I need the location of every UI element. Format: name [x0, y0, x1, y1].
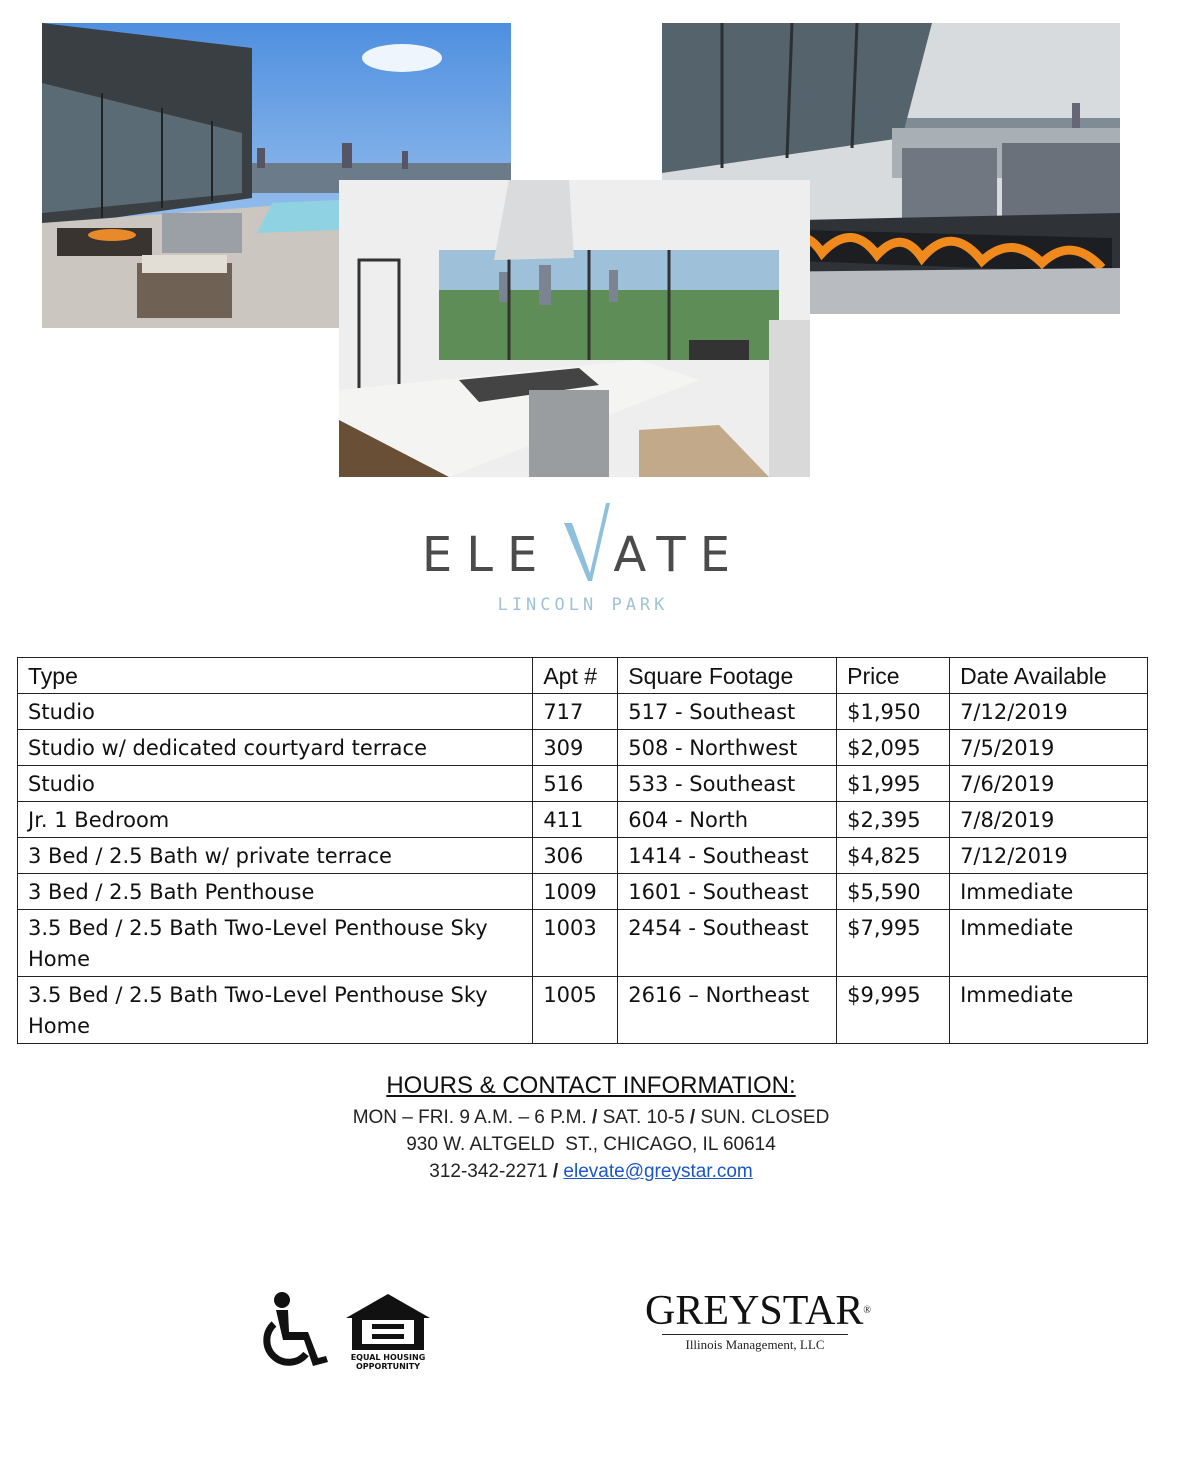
- hours-line: [0, 1104, 1182, 1131]
- contact-heading: HOURS & CONTACT INFORMATION:: [386, 1072, 796, 1099]
- cell-date: Immediate: [950, 874, 1148, 910]
- cell-type: 3.5 Bed / 2.5 Bath Two-Level Penthouse Sky Home: [18, 910, 533, 977]
- listings-table: [17, 657, 1148, 1044]
- separator: /: [592, 1107, 598, 1128]
- logo-subtitle: LINCOLN PARK: [497, 595, 669, 615]
- separator: /: [689, 1107, 696, 1128]
- table-row: [18, 910, 1148, 977]
- cell-sqft: 1601 - Southeast: [618, 874, 837, 910]
- elevate-logo: [357, 495, 809, 645]
- cell-price: $1,995: [837, 766, 950, 802]
- header-sqft: Square Footage: [618, 658, 837, 694]
- cell-price: $9,995: [837, 977, 950, 1044]
- table-row: [18, 730, 1148, 766]
- greystar-subtitle: Illinois Management, LLC: [662, 1334, 848, 1353]
- table-row: [18, 838, 1148, 874]
- cell-sqft: 604 - North: [618, 802, 837, 838]
- contact-section: [0, 1072, 1182, 1185]
- cell-date: 7/12/2019: [950, 694, 1148, 730]
- cell-price: $5,590: [837, 874, 950, 910]
- cell-apt: 306: [533, 838, 618, 874]
- greystar-logo: [645, 1288, 871, 1368]
- cell-apt: 1009: [533, 874, 618, 910]
- cell-type: 3 Bed / 2.5 Bath Penthouse: [18, 874, 533, 910]
- address-line: 930 W. ALTGELD ST., CHICAGO, IL 60614: [406, 1134, 776, 1155]
- cell-type: Jr. 1 Bedroom: [18, 802, 533, 838]
- table-row: [18, 874, 1148, 910]
- cell-sqft: 508 - Northwest: [618, 730, 837, 766]
- header-type: Type: [18, 658, 533, 694]
- eho-line-1: EQUAL HOUSING: [350, 1353, 426, 1362]
- cell-price: $2,095: [837, 730, 950, 766]
- cell-type: Studio w/ dedicated courtyard terrace: [18, 730, 533, 766]
- cell-date: 7/5/2019: [950, 730, 1148, 766]
- hours-weekday: MON – FRI. 9 A.M. – 6 P.M.: [352, 1107, 587, 1128]
- cell-sqft: 2454 - Southeast: [618, 910, 837, 977]
- cell-price: $7,995: [837, 910, 950, 977]
- eho-line-2: OPPORTUNITY: [355, 1362, 421, 1371]
- header-apt: Apt #: [533, 658, 618, 694]
- cell-price: $2,395: [837, 802, 950, 838]
- cell-sqft: 517 - Southeast: [618, 694, 837, 730]
- hours-saturday: SAT. 10-5: [602, 1107, 685, 1128]
- cell-date: 7/12/2019: [950, 838, 1148, 874]
- table-header-row: [18, 658, 1148, 694]
- cell-apt: 516: [533, 766, 618, 802]
- phone-number: 312-342-2271: [429, 1161, 548, 1182]
- logo-text-right: ATE: [613, 527, 745, 583]
- kitchen-photo: [339, 180, 810, 477]
- email-link[interactable]: elevate@greystar.com: [563, 1161, 753, 1182]
- header-date: Date Available: [950, 658, 1148, 694]
- cell-price: $1,950: [837, 694, 950, 730]
- cell-date: 7/6/2019: [950, 766, 1148, 802]
- cell-apt: 717: [533, 694, 618, 730]
- separator: /: [552, 1161, 559, 1182]
- greystar-name: GREYSTAR: [645, 1288, 864, 1334]
- header-price: Price: [837, 658, 950, 694]
- cell-type: Studio: [18, 694, 533, 730]
- cell-sqft: 533 - Southeast: [618, 766, 837, 802]
- cell-type: 3 Bed / 2.5 Bath w/ private terrace: [18, 838, 533, 874]
- cell-sqft: 2616 – Northeast: [618, 977, 837, 1044]
- equal-housing-icon: [346, 1294, 430, 1350]
- logo-text-left: ELE: [421, 527, 552, 583]
- cell-apt: 1003: [533, 910, 618, 977]
- hours-sunday: SUN. CLOSED: [700, 1107, 830, 1128]
- wheelchair-icon: [267, 1292, 328, 1366]
- cell-type: Studio: [18, 766, 533, 802]
- cell-price: $4,825: [837, 838, 950, 874]
- table-row: [18, 766, 1148, 802]
- cell-apt: 309: [533, 730, 618, 766]
- cell-apt: 411: [533, 802, 618, 838]
- table-row: [18, 802, 1148, 838]
- cell-type: 3.5 Bed / 2.5 Bath Two-Level Penthouse Sky Home: [18, 977, 533, 1044]
- table-row: [18, 977, 1148, 1044]
- cell-date: Immediate: [950, 910, 1148, 977]
- greystar-wordmark: [645, 1288, 871, 1334]
- cell-date: Immediate: [950, 977, 1148, 1044]
- phone-email-line: [0, 1158, 1182, 1185]
- cell-apt: 1005: [533, 977, 618, 1044]
- accessibility-icons: [256, 1290, 438, 1372]
- registered-mark: ®: [863, 1305, 871, 1316]
- table-row: [18, 694, 1148, 730]
- cell-date: 7/8/2019: [950, 802, 1148, 838]
- cell-sqft: 1414 - Southeast: [618, 838, 837, 874]
- logo-wordmark: [357, 527, 809, 583]
